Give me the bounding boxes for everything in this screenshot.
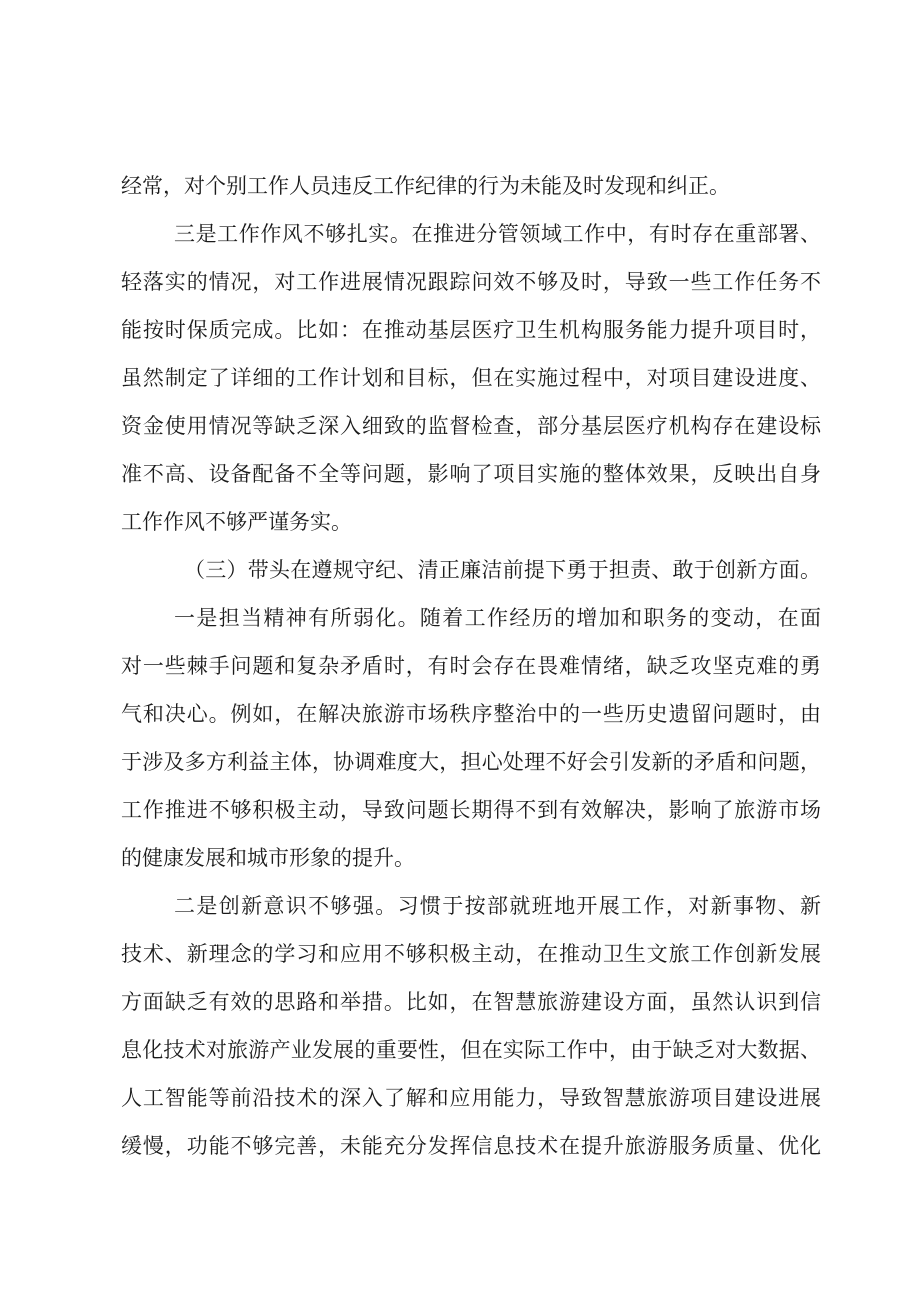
text-line: 能按时保质完成。比如：在推动基层医疗卫生机构服务能力提升项目时，	[121, 318, 821, 342]
text-line: 对一些棘手问题和复杂矛盾时，有时会存在畏难情绪，缺乏攻坚克难的勇	[121, 654, 821, 678]
text-line: 缓慢，功能不够完善，未能充分发挥信息技术在提升旅游服务质量、优化	[121, 1134, 821, 1158]
paragraph-first-line: 一是担当精神有所弱化。随着工作经历的增加和职务的变动，在面	[174, 606, 821, 630]
text-line: 的健康发展和城市形象的提升。	[121, 846, 415, 870]
text-line: 虽然制定了详细的工作计划和目标，但在实施过程中，对项目建设进度、	[121, 366, 821, 390]
text-line: 轻落实的情况，对工作进展情况跟踪问效不够及时，导致一些工作任务不	[121, 270, 821, 294]
text-line: 工作作风不够严谨务实。	[121, 510, 352, 534]
text-line: 经常，对个别工作人员违反工作纪律的行为未能及时发现和纠正。	[121, 174, 730, 198]
text-line: 气和决心。例如，在解决旅游市场秩序整治中的一些历史遗留问题时，由	[121, 702, 821, 726]
text-line: 技术、新理念的学习和应用不够积极主动，在推动卫生文旅工作创新发展	[121, 942, 821, 966]
paragraph-first-line: 二是创新意识不够强。习惯于按部就班地开展工作，对新事物、新	[174, 894, 821, 918]
text-line: 资金使用情况等缺乏深入细致的监督检查，部分基层医疗机构存在建设标	[121, 414, 821, 438]
text-line: 工作推进不够积极主动，导致问题长期得不到有效解决，影响了旅游市场	[121, 798, 821, 822]
text-line: 息化技术对旅游产业发展的重要性，但在实际工作中，由于缺乏对大数据、	[121, 1038, 821, 1062]
text-line: 方面缺乏有效的思路和举措。比如，在智慧旅游建设方面，虽然认识到信	[121, 990, 821, 1014]
paragraph-first-line: 三是工作作风不够扎实。在推进分管领域工作中，有时存在重部署、	[174, 222, 821, 246]
text-line: 准不高、设备配备不全等问题，影响了项目实施的整体效果，反映出自身	[121, 462, 821, 486]
text-line: 于涉及多方利益主体，协调难度大，担心处理不好会引发新的矛盾和问题，	[121, 750, 821, 774]
text-line: 人工智能等前沿技术的深入了解和应用能力，导致智慧旅游项目建设进展	[121, 1086, 821, 1110]
section-heading: （三）带头在遵规守纪、清正廉洁前提下勇于担责、敢于创新方面。	[184, 558, 821, 582]
